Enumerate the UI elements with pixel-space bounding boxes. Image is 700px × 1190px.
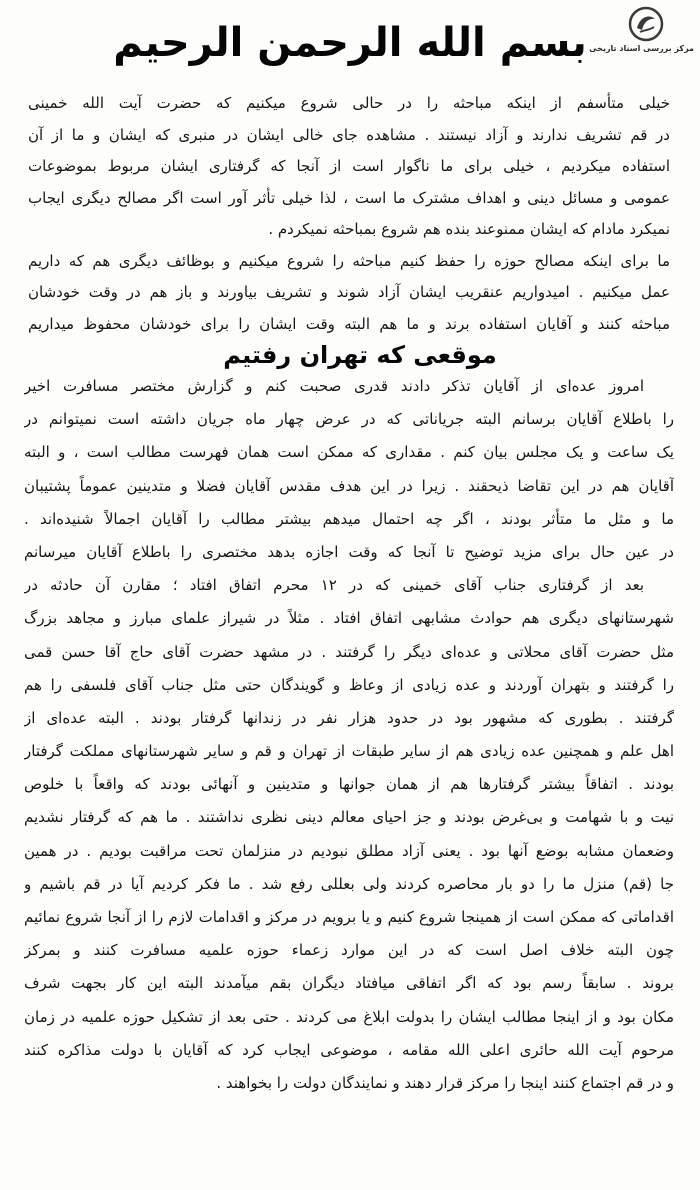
paragraph-line: وضعمان مشابه بوضع آنها بود . یعنی آزاد مطلق نبودیم در منزلمان تحت مراقبت بودیم . در همین bbox=[24, 841, 674, 860]
paragraph-line: نمیکرد مادام که ایشان ممنوعند بنده هم شروع بمباحثه نمیکردم . bbox=[268, 220, 670, 238]
paragraph-line: در عین حال برای مزید توضیح تا آنجا که وقت اجازه بدهد مختصری را باطلاع آقایان میرسانم bbox=[24, 542, 674, 561]
paragraph-line: بعد از گرفتاری جناب آقای خمینی که در ۱۲ محرم اتفاق افتاد ؛ مقارن آن حادثه در bbox=[24, 576, 644, 595]
paragraph-line: مرحوم آیت الله حائری اعلی الله مقامه ، موضوعی ایجاب کرد که آقایان با دولت مذاکره کنند bbox=[24, 1040, 674, 1059]
archive-emblem-icon bbox=[628, 6, 664, 42]
paragraph-line: ما و مثل ما متأثر بودند ، اگر چه احتمال میدهم بیشتر مطالب را آقایان اجمالاً شنیده‌اند . bbox=[24, 509, 674, 528]
paragraph-line: خیلی متأسفم از اینکه مباحثه را در حالی شروع میکنیم که حضرت آیت الله خمینی bbox=[28, 94, 670, 112]
paragraph-line: استفاده میکردیم ، خیلی برای ما ناگوار است از آنجا که گرفتاری ایشان مربوط بموضوعات bbox=[28, 157, 670, 175]
paragraph-line: جا (قم) منزل ما را دو بار محاصره کردند ولی بعللی رفع شد . ما فکر کردیم آیا در قم باشیم و bbox=[24, 874, 674, 893]
paragraph-line: آقایان هم در این تقاضا ذیحقند . زیرا در این هدف مقدس آقایان فضلا و متدینین عموماً پشتیبان bbox=[24, 476, 674, 495]
paragraph-line: بودند . اتفاقاً بیشتر گرفتارها هم از همان جوانها و متدینین و آنهائی بودند که واقعاً با خلوص bbox=[24, 775, 674, 794]
document-title: بسم الله الرحمن الرحیم bbox=[113, 20, 587, 66]
paragraph-line: شهرستانهای دیگری هم حوادث مشابهی اتفاق افتاد . مثلاً در شیراز علمای مبارز و مجاهد بزرگ bbox=[24, 609, 674, 628]
paragraph-line: یک ساعت و یک مجلس بیان کنم . مقداری که ممکن است همان فهرست مطالب است ، و البته bbox=[24, 443, 674, 462]
paragraph-line: مباحثه کنند و آقایان استفاده برند و ما هم البته وقت ایشان را برای خودشان محفوظ میداریم bbox=[28, 314, 670, 333]
paragraph-2 bbox=[24, 370, 674, 1100]
paragraph-line: امروز عده‌ای از آقایان تذکر دادند قدری صحبت کنم و گزارش مختصر مسافرت اخیر bbox=[24, 377, 644, 395]
archive-logo bbox=[589, 6, 694, 53]
paragraph-line: اهل علم و همچنین عده زیادی هم از سایر طبقات از تهران و قم و سایر شهرستانهای مملکت گرفتار bbox=[24, 742, 674, 761]
paragraph-line: در قم تشریف ندارند و آزاد نیستند . مشاهده جای خالی ایشان در منبری که ایشان و ما از آن bbox=[28, 125, 670, 144]
paragraph-line: ما برای اینکه مصالح حوزه را حفظ کنیم مباحثه را شروع میکنیم و بوظائف دیگری هم که داریم bbox=[28, 251, 670, 270]
paragraph-line: بروند . سابقاً رسم بود که اگر اتفاقی میافتاد دیگران بقم میآمدند البته این کار بجهت شرف bbox=[24, 974, 674, 993]
paragraph-line: عمومی و مسائل دینی و اهداف مشترک ما است ، لذا خیلی تأثر آور است اگر مصالح دیگری ایجاب bbox=[28, 188, 670, 207]
paragraph-line: مثل حضرت آقای محلاتی و عده‌ای دیگر را گرفتند . در مشهد حضرت آقای حاج آقا حسن قمی bbox=[24, 642, 674, 661]
paragraph-line: عمل میکنیم . امیدواریم عنقریب ایشان آزاد شوند و تشریف بیاورند و باز هم در وقت خودشان bbox=[28, 283, 670, 301]
paragraph-line: نیت و با شهامت و بی‌غرض بودند و جز احیای معالم دینی نظری نداشتند . ما هم که گرفتار نشدیم bbox=[24, 808, 674, 827]
paragraph-line: اقداماتی که ممکن است از همینجا شروع کنیم و یا برویم در مرکز و اقدامات لازم را از آنجا شروع نمائیم bbox=[24, 908, 674, 926]
paragraph-1 bbox=[28, 88, 670, 340]
section-heading: موقعی که تهران رفتیم bbox=[223, 341, 497, 369]
paragraph-line: و در قم اجتماع کنند اینجا را مرکز قرار دهند و نمایندگان دولت را بخواهند . bbox=[216, 1073, 674, 1092]
paragraph-line: مکان بود و از اینجا مطالب ایشان را بدولت ابلاغ می کردند . حتی بعد از تشکیل حوزه علمیه در زمان bbox=[24, 1007, 674, 1026]
logo-caption: مرکز بررسی اسناد تاریخی bbox=[589, 44, 694, 53]
paragraph-line: را باطلاع آقایان برسانم البته جریاناتی که در عرض چهار ماه جریان داشته است نمیتوانم در bbox=[24, 410, 674, 429]
paragraph-line: را گرفتند و بتهران آوردند و عده زیادی از وعاظ و گویندگان حتی مثل جناب آقای فلسفی را هم bbox=[24, 675, 674, 694]
paragraph-line: گرفتند . بطوری که مشهور بود در حدود هزار نفر در زندانها گرفتار بودند . البته عده‌ای از bbox=[24, 708, 674, 727]
paragraph-line: چون البته خلاف اصل است که در این موارد زعماء حوزه علمیه مسافرت کنند و بمرکز bbox=[24, 941, 674, 960]
